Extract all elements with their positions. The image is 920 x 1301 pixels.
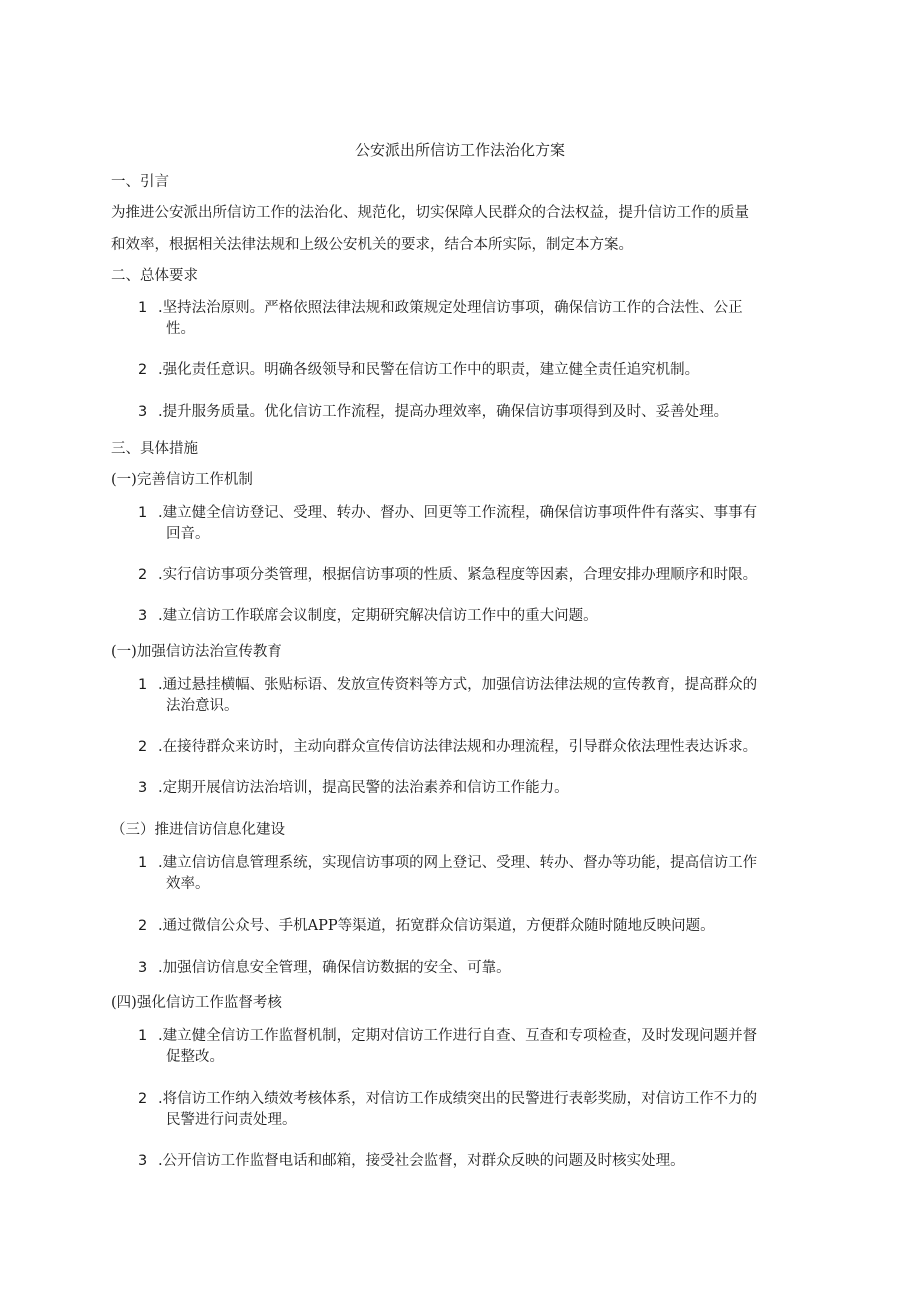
list-item-text: .通过微信公众号、手机APP等渠道，拓宽群众信访渠道，方便群众随时随地反映问题。 (158, 918, 715, 934)
list-item-text-continued: 效率。 (166, 876, 210, 892)
list-item-number: 1 (138, 300, 148, 316)
list-item-number: 1 (138, 1028, 148, 1044)
list-item-text-continued: 法治意识。 (166, 698, 239, 714)
document-title: 公安派出所信访工作法治化方案 (354, 141, 565, 159)
list-item-text: .建立健全信访登记、受理、转办、督办、回更等工作流程，确保信访事项件件有落实、事事有 (158, 505, 758, 521)
list-item-text-continued: 性。 (166, 321, 195, 337)
list-item-text: .强化责任意识。明确各级领导和民警在信访工作中的职责，建立健全责任追究机制。 (158, 362, 700, 378)
list-item-number: 1 (138, 505, 148, 521)
list-item-text: .坚持法治原则。严格依照法律法规和政策规定处理信访事项，确保信访工作的合法性、公正 (158, 300, 743, 316)
list-item-text: .通过悬挂横幅、张贴标语、发放宣传资料等方式，加强信访法律法规的宣传教育，提高群众的 (158, 677, 758, 693)
section-heading: (一)完善信访工作机制 (111, 472, 253, 488)
list-item-text: .定期开展信访法治培训，提高民警的法治素养和信访工作能力。 (158, 780, 569, 796)
list-item-text: .公开信访工作监督电话和邮箱，接受社会监督，对群众反映的问题及时核实处理。 (158, 1153, 685, 1169)
list-item-text: .将信访工作纳入绩效考核体系，对信访工作成绩突出的民警进行表彰奖励，对信访工作不力的 (158, 1091, 758, 1107)
list-item-text: .在接待群众来访时，主动向群众宣传信访法律法规和办理流程，引导群众依法理性表达诉求。 (158, 739, 758, 755)
measures-heading: 三、具体措施 (111, 441, 198, 457)
list-item-number: 2 (138, 739, 148, 755)
section-heading: (四)强化信访工作监督考核 (111, 995, 282, 1011)
list-item-text: .建立信访工作联席会议制度，定期研究解决信访工作中的重大问题。 (158, 608, 598, 624)
list-item-text: .加强信访信息安全管理，确保信访数据的安全、可靠。 (158, 960, 511, 976)
requirements-heading: 二、总体要求 (111, 268, 198, 284)
list-item-number: 3 (138, 1153, 148, 1169)
list-item-text-continued: 民警进行问责处理。 (166, 1112, 297, 1128)
list-item-number: 1 (138, 855, 148, 871)
list-item-text: .建立信访信息管理系统，实现信访事项的网上登记、受理、转办、督办等功能，提高信访工作 (158, 855, 758, 871)
list-item-number: 3 (138, 960, 148, 976)
list-item-text-continued: 促整改。 (166, 1049, 224, 1065)
list-item-number: 2 (138, 918, 148, 934)
list-item-text: .提升服务质量。优化信访工作流程，提高办理效率，确保信访事项得到及时、妥善处理。 (158, 404, 729, 420)
list-item-text: .实行信访事项分类管理，根据信访事项的性质、紧急程度等因素，合理安排办理顺序和时限。 (158, 567, 758, 583)
section-heading: （三）推进信访信息化建设 (111, 822, 285, 838)
list-item-number: 2 (138, 567, 148, 583)
list-item-text: .建立健全信访工作监督机制，定期对信访工作进行自查、互查和专项检查，及时发现问题并督 (158, 1028, 758, 1044)
intro-heading: 一、引言 (111, 174, 169, 190)
intro-paragraph-line-2: 和效率，根据相关法律法规和上级公安机关的要求，结合本所实际，制定本方案。 (111, 237, 633, 253)
intro-paragraph-line-1: 为推进公安派出所信访工作的法治化、规范化，切实保障人民群众的合法权益，提升信访工作的质量 (111, 205, 749, 221)
list-item-number: 1 (138, 677, 148, 693)
list-item-number: 2 (138, 1091, 148, 1107)
list-item-number: 3 (138, 780, 148, 796)
section-heading: (一)加强信访法治宣传教育 (111, 644, 282, 660)
list-item-number: 2 (138, 362, 148, 378)
list-item-number: 3 (138, 404, 148, 420)
list-item-text-continued: 回音。 (166, 526, 210, 542)
list-item-number: 3 (138, 608, 148, 624)
